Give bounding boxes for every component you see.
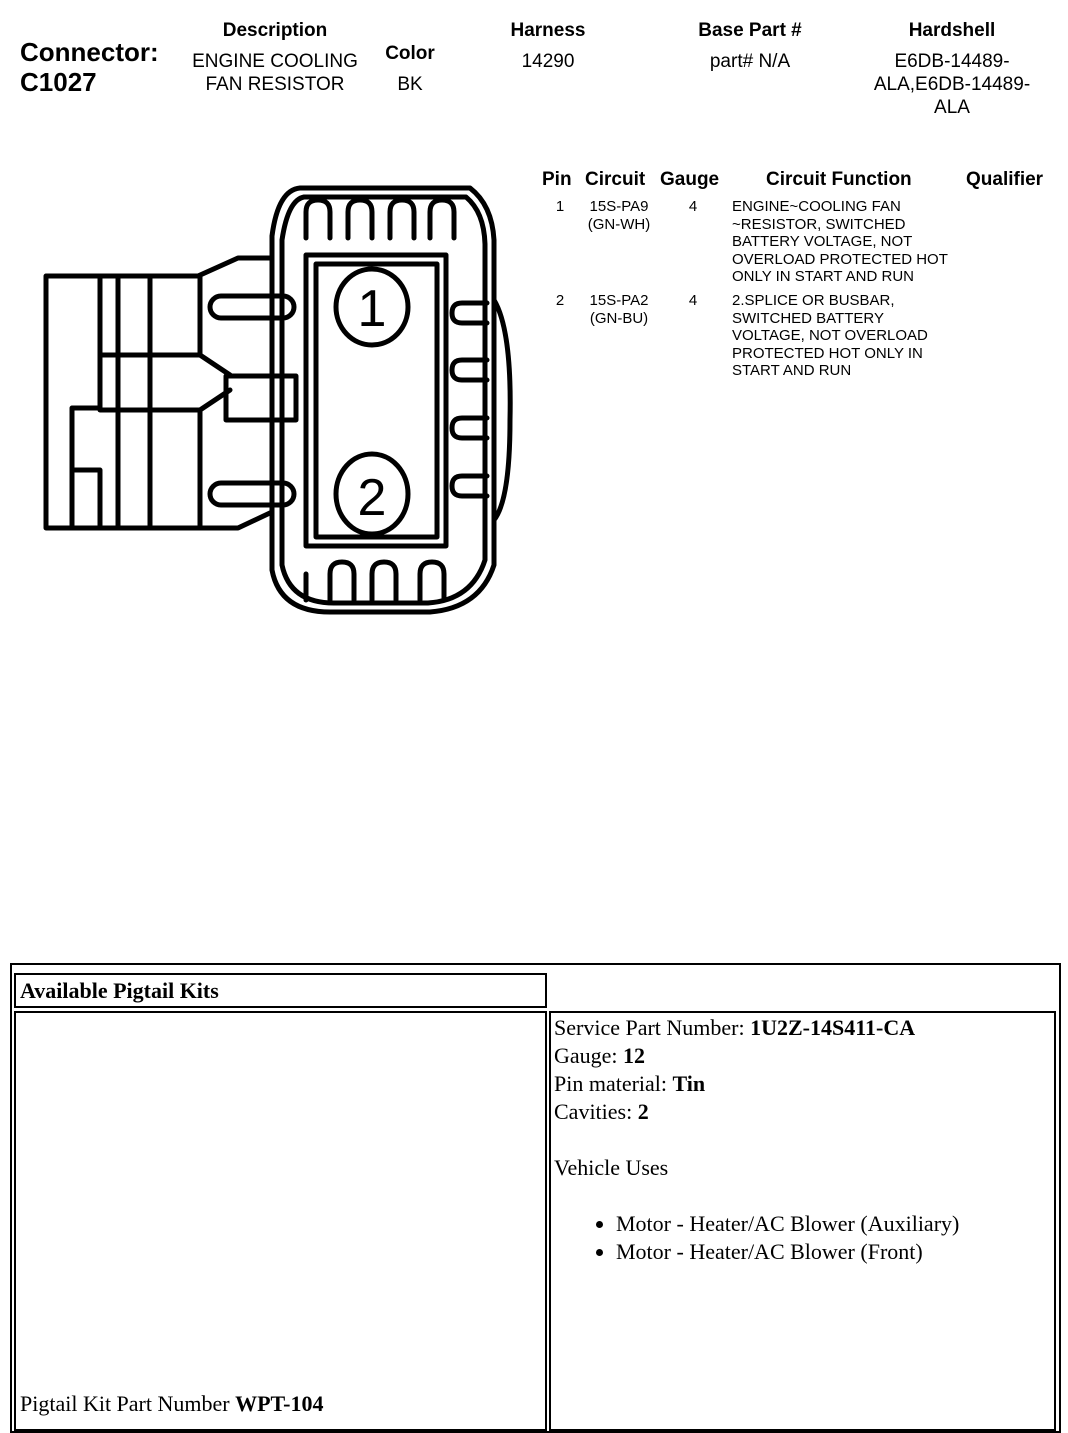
qualifier-header: Qualifier (966, 169, 1044, 190)
right-rib (452, 303, 487, 323)
pin-2-circuit-color: (GN-BU) (589, 309, 649, 327)
pin-material-label: Pin material: (554, 1071, 668, 1096)
pigtail-title: Available Pigtail Kits (20, 978, 219, 1003)
pin-material-row (554, 1070, 959, 1098)
description-line-1: ENGINE COOLING (192, 51, 358, 72)
pin-1-circuit (578, 198, 660, 233)
latch-inner-line (72, 278, 100, 528)
bottom-rib (420, 562, 444, 600)
list-item: • Motor - Heater/AC Blower (Front) (616, 1238, 959, 1266)
pin-2-circuit (578, 292, 660, 327)
cavities-value: 2 (637, 1099, 649, 1124)
pin-2-gauge: 4 (688, 292, 698, 309)
circuit-function-header: Circuit Function (766, 169, 912, 190)
gauge-label: Gauge: (554, 1043, 618, 1068)
description-label: Description (222, 20, 328, 41)
top-rib (430, 200, 454, 238)
pin-2-function-line: VOLTAGE, NOT OVERLOAD (732, 327, 928, 344)
description-line-2: FAN RESISTOR (205, 74, 345, 95)
connector-id: C1027 (20, 67, 97, 97)
pin-2-circuit-code: 15S-PA2 (589, 292, 649, 309)
service-part-value: 1U2Z-14S411-CA (750, 1015, 916, 1040)
right-rib (452, 418, 487, 438)
pin-material-value: Tin (672, 1071, 706, 1096)
list-item: • Motor - Heater/AC Blower (Auxiliary) (616, 1210, 959, 1238)
pin-2-function-line: SWITCHED BATTERY (732, 309, 884, 327)
pin-1-function-line: BATTERY VOLTAGE, NOT (732, 233, 913, 250)
pigtail-right-cell (549, 1011, 1056, 1431)
harness-label: Harness (510, 20, 586, 41)
service-part-number (554, 1014, 959, 1042)
top-rib (390, 200, 414, 238)
gauge-row (554, 1042, 959, 1070)
connector-shell-inner (282, 197, 485, 603)
base-part-value: part# N/A (709, 51, 791, 72)
latch-notch-top (200, 276, 230, 375)
pin-1-label: 1 (357, 280, 387, 338)
pigtail-details (554, 1014, 959, 1266)
hardshell-line-2: ALA,E6DB-14489- (873, 74, 1031, 95)
pin-2-function (732, 292, 928, 380)
top-rib (306, 200, 330, 238)
pin-2-number: 2 (555, 292, 565, 309)
bottom-rib (372, 562, 396, 600)
base-part-label: Base Part # (698, 20, 802, 41)
pigtail-left-cell (14, 1011, 547, 1431)
pin-1-function-line: ~RESISTOR, SWITCHED (732, 215, 906, 233)
kit-part-value: WPT-104 (235, 1391, 324, 1416)
pin-1-circuit-code: 15S-PA9 (589, 198, 649, 215)
kit-part-label: Pigtail Kit Part Number (20, 1391, 230, 1416)
gauge-header: Gauge (660, 169, 720, 190)
pin-2-label: 2 (357, 469, 387, 527)
pin-1-number: 1 (555, 198, 565, 215)
hardshell-line-3: ALA (934, 97, 970, 118)
cavities-row (554, 1098, 959, 1126)
connector-diagram (0, 0, 540, 640)
gauge-value: 12 (623, 1043, 646, 1068)
bottom-rib (330, 562, 354, 600)
right-rib (452, 476, 487, 496)
harness-value: 14290 (521, 51, 575, 72)
color-label: Color (385, 43, 435, 64)
circuit-header: Circuit (585, 169, 646, 190)
pigtail-title-cell (14, 973, 547, 1008)
right-rib (452, 360, 487, 380)
pin-1-circuit-color: (GN-WH) (587, 215, 651, 233)
pin-2-function-line: PROTECTED HOT ONLY IN (732, 344, 923, 362)
pin-1-function-line: ONLY IN START AND RUN (732, 268, 914, 285)
cavities-label: Cavities: (554, 1099, 633, 1124)
pin-2-function-line: 2.SPLICE OR BUSBAR, (732, 292, 895, 309)
hardshell-value (862, 50, 1042, 119)
kit-part-number (20, 1390, 324, 1418)
service-part-label: Service Part Number: (554, 1015, 745, 1040)
locking-tab (226, 376, 296, 420)
pin-1-function-line: OVERLOAD PROTECTED HOT (732, 250, 948, 268)
vehicle-uses-label: Vehicle Uses (554, 1155, 669, 1180)
latch-step (72, 470, 100, 528)
top-rib (348, 200, 372, 238)
pin-2-function-line: START AND RUN (732, 362, 852, 379)
pin-1-function (732, 198, 948, 286)
pin-header: Pin (542, 169, 572, 190)
pin-1-gauge: 4 (688, 198, 698, 215)
color-value: BK (397, 74, 423, 95)
hardshell-label: Hardshell (908, 20, 996, 41)
vehicle-uses-list (554, 1210, 959, 1266)
hardshell-line-1: E6DB-14489- (894, 51, 1010, 72)
connector-label: Connector: (20, 37, 159, 67)
pin-1-function-line: ENGINE~COOLING FAN (732, 198, 901, 215)
